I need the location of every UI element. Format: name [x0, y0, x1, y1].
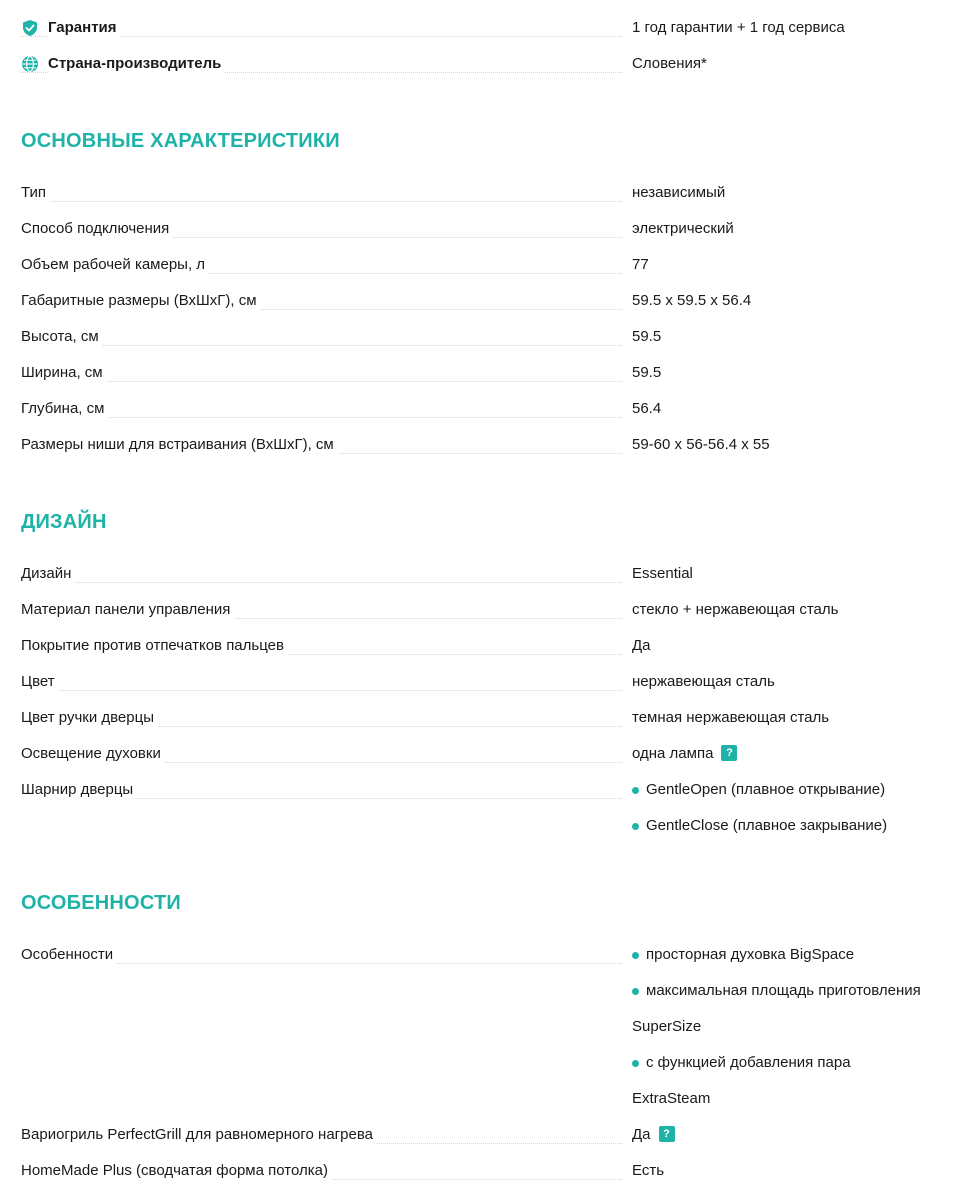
bullet-icon: [632, 952, 639, 959]
spec-label: Дизайн: [21, 564, 75, 584]
spec-label: Ширина, см: [21, 363, 107, 383]
spec-value: GentleOpen (плавное открывание): [646, 781, 886, 798]
spec-value: Словения*: [632, 55, 707, 72]
spec-row: [21, 708, 951, 744]
section-features-rows: [21, 945, 951, 1197]
spec-row: [21, 636, 951, 672]
spec-row: [21, 672, 951, 708]
spec-value: 59.5: [632, 364, 662, 381]
help-icon[interactable]: ?: [721, 745, 737, 761]
spec-value: Да: [632, 637, 651, 654]
spec-value: нержавеющая сталь: [632, 673, 775, 690]
spec-value: SuperSize: [632, 1018, 702, 1035]
spec-row: [21, 219, 951, 255]
spec-label: Шарнир дверцы: [21, 780, 137, 800]
spec-row: [21, 255, 951, 291]
spec-value: независимый: [632, 184, 726, 201]
bullet-icon: [632, 1060, 639, 1067]
spec-value: Да: [632, 1126, 651, 1143]
spec-row: [21, 564, 951, 600]
spec-value: GentleClose (плавное закрывание): [646, 817, 888, 834]
spec-value: максимальная площадь приготовления: [646, 982, 921, 999]
spec-row: [21, 291, 951, 327]
shield-check-icon: [21, 19, 39, 37]
spec-label: Особенности: [21, 945, 117, 965]
spec-label: HomeMade Plus (сводчатая форма потолка): [21, 1161, 332, 1181]
spec-row: [21, 363, 951, 399]
spec-value: ExtraSteam: [632, 1090, 711, 1107]
spec-value-line: [632, 1017, 951, 1053]
spec-row: [21, 1125, 951, 1161]
dotted-leader: [21, 582, 622, 583]
section-design-rows: [21, 564, 951, 852]
section-main-rows: [21, 183, 951, 471]
spec-label: Гарантия: [48, 18, 121, 38]
spec-value-line: [632, 981, 951, 1017]
spec-row: [21, 327, 951, 363]
spec-value: стекло + нержавеющая сталь: [632, 601, 839, 618]
spec-content: [21, 18, 951, 1197]
spec-label: Высота, см: [21, 327, 103, 347]
spec-row: [21, 744, 951, 780]
spec-row: [21, 945, 951, 1125]
spec-label: Цвет ручки дверцы: [21, 708, 158, 728]
spec-row: [21, 183, 951, 219]
spec-row: [21, 435, 951, 471]
spec-value: просторная духовка BigSpace: [646, 946, 855, 963]
spec-label: Тип: [21, 183, 50, 203]
spec-value-line: [632, 1053, 951, 1089]
spec-row: [21, 1161, 951, 1197]
spec-value-line: [632, 780, 951, 816]
spec-value: 1 год гарантии + 1 год сервиса: [632, 19, 845, 36]
dotted-leader: [21, 417, 622, 418]
section-title-design: ДИЗАЙН: [21, 511, 107, 533]
spec-row: [21, 600, 951, 636]
spec-value: 59.5: [632, 328, 662, 345]
spec-value-line: [632, 945, 951, 981]
spec-label: Цвет: [21, 672, 59, 692]
bullet-icon: [632, 823, 639, 830]
spec-label: Объем рабочей камеры, л: [21, 255, 209, 275]
globe-icon: [21, 55, 39, 73]
spec-value-line: [632, 816, 951, 852]
spec-value: электрический: [632, 220, 734, 237]
dotted-leader: [21, 381, 622, 382]
spec-value: 56.4: [632, 400, 662, 417]
spec-label: Вариогриль PerfectGrill для равномерного нагрева: [21, 1125, 377, 1145]
spec-row: [21, 399, 951, 435]
dotted-leader: [21, 201, 622, 202]
spec-value: с функцией добавления пара: [646, 1054, 851, 1071]
spec-label: Материал панели управления: [21, 600, 234, 620]
spec-value: 77: [632, 256, 649, 273]
spec-label: Покрытие против отпечатков пальцев: [21, 636, 288, 656]
section-title-main: ОСНОВНЫЕ ХАРАКТЕРИСТИКИ: [21, 130, 340, 152]
spec-label: Габаритные размеры (ВхШхГ), см: [21, 291, 261, 311]
spec-label: Способ подключения: [21, 219, 173, 239]
spec-value: 59-60 x 56-56.4 x 55: [632, 436, 770, 453]
spec-value: 59.5 x 59.5 x 56.4: [632, 292, 752, 309]
dotted-leader: [21, 690, 622, 691]
spec-value-line: [632, 1089, 951, 1125]
bullet-icon: [632, 787, 639, 794]
section-title-features: ОСОБЕННОСТИ: [21, 892, 181, 914]
help-icon[interactable]: ?: [659, 1126, 675, 1142]
spec-value: одна лампа: [632, 745, 714, 762]
spec-label: Размеры ниши для встраивания (ВхШхГ), см: [21, 435, 338, 455]
spec-label: Освещение духовки: [21, 744, 165, 764]
spec-row: [21, 780, 951, 852]
spec-value: Есть: [632, 1162, 665, 1179]
spec-value: Essential: [632, 565, 693, 582]
spec-label: Страна-производитель: [48, 54, 225, 74]
spec-value: темная нержавеющая сталь: [632, 709, 830, 726]
spec-row-country: [21, 54, 951, 90]
bullet-icon: [632, 988, 639, 995]
spec-label: Глубина, см: [21, 399, 108, 419]
spec-row-warranty: [21, 18, 951, 54]
dotted-leader: [21, 345, 622, 346]
